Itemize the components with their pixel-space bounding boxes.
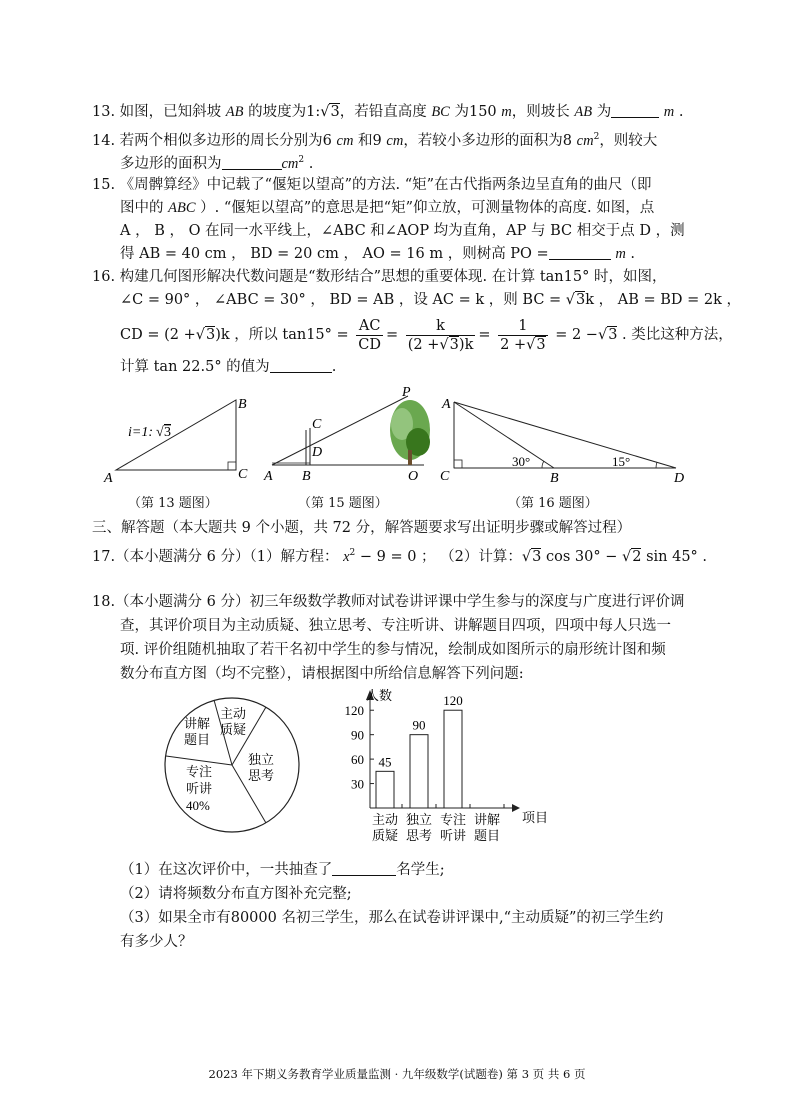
label-p: P [402, 385, 411, 400]
bar-value-label: 120 [443, 693, 463, 709]
angle-30-label: 30° [512, 454, 531, 469]
bar [376, 771, 394, 808]
x-tick-label: 题目 [473, 828, 501, 843]
fraction-one: $\frac{1}{2 +√3}$ [500, 317, 546, 353]
q18-sub2: （2）请将频数分布直方图补充完整; [120, 886, 352, 902]
label-a: A [104, 471, 113, 486]
tree-trunk [408, 450, 412, 465]
q15-line3: A ， B ， O 在同一水平线上，∠ABC 和∠AOP 均为直角，AP 与 BC 相交于点 D ，测 [120, 223, 685, 239]
pie-label-duli-2: 思考 [248, 768, 275, 783]
q16-line2: ∠C = 90° ， ∠ABC = 30° ， BD = AB ，设 AC = k ，则 BC = √3k ， AB = BD = 2k ， [120, 292, 742, 308]
figure-13 [100, 390, 270, 490]
x-tick-label: 讲解 [473, 812, 501, 827]
label-c: C [440, 469, 450, 484]
angle-arc-15 [656, 462, 657, 468]
bar-chart [330, 686, 550, 850]
q15-line4: 得 AB = 40 cm ， BD = 20 cm ， AO = 16 m ，则树高 PO = m . [120, 246, 636, 262]
answer-blank[interactable] [222, 155, 282, 170]
y-tick-label: 60 [351, 752, 364, 768]
x-tick-label: 独立 [405, 812, 433, 827]
q18-sub1: （1）在这次评价中，一共抽查了 名学生; [120, 862, 445, 878]
caption-15: （第 15 题图） [298, 496, 388, 511]
q18-sub3-line2: 有多少人？ [120, 934, 193, 950]
label-a: A [442, 397, 451, 412]
figure-15 [262, 384, 442, 486]
q14-line1: 14. 若两个相似多边形的周长分别为6 cm 和9 cm，若较小多边形的面积为8 $cm^2$，则较大 [92, 132, 658, 149]
label-c: C [312, 417, 322, 432]
pie-label-zhuanzhu: 专注 [186, 764, 213, 779]
caption-13: （第 13 题图） [128, 496, 218, 511]
x-tick-label: 思考 [405, 828, 433, 843]
x-tick-label: 主动 [371, 812, 399, 827]
label-d: D [674, 471, 685, 486]
q18-line4: 数分布直方图（均不完整），请根据图中所给信息解答下列问题: [120, 666, 524, 682]
bar-layer [345, 693, 505, 843]
side-ab [454, 402, 554, 468]
pie-label-zhudong-2: 质疑 [220, 722, 247, 737]
pie-label-jiangjie-2: 题目 [184, 732, 211, 747]
right-angle-mark [454, 460, 462, 468]
q16-line4: 计算 tan 22.5° 的值为 . [120, 359, 337, 375]
side-ad [454, 402, 676, 468]
q18-line3: 项. 评价组随机抽取了若干名初中学生的参与情况，绘制成如图所示的扇形统计图和频 [120, 642, 666, 658]
pie-label-duli: 独立 [248, 752, 275, 767]
y-tick-label: 90 [351, 727, 364, 743]
q15-line1: 15. 《周髀算经》中记载了“偃矩以望高”的方法. “矩”在古代指两条边呈直角的曲尺（即 [92, 177, 652, 193]
q18-line2: 查，其评价项目为主动质疑、独立思考、专注听讲、讲解题目四项，四项中每人只选一 [120, 618, 671, 634]
angle-15-label: 15° [612, 454, 631, 469]
answer-blank[interactable] [611, 103, 659, 118]
slope-root: 3 [164, 425, 171, 440]
q13: 13. 如图，已知斜坡 AB 的坡度为1:√3，若铅直高度 BC 为150 m，则坡长 AB 为 m . [92, 104, 684, 120]
q18-sub3-line1: （3）如果全市有80000 名初三学生，那么在试卷讲评课中,“主动质疑”的初三学生约 [120, 910, 664, 926]
pie-label-zhuanzhu-2: 听讲 [186, 781, 213, 796]
page-footer: 2023 年下期义务教育学业质量监测 · 九年级数学(试题卷) 第 3 页 共 6 页 [208, 1067, 586, 1081]
x-axis-arrow [512, 804, 520, 812]
q18-line1: 18.（本小题满分 6 分）初三年级数学教师对试卷讲评课中学生参与的深度与广度进行评价调 [92, 594, 685, 610]
x-axis-label: 项目 [522, 810, 549, 825]
fraction-k: $\frac{k}{(2 +√3)k}$ [407, 317, 474, 353]
label-o: O [408, 469, 419, 484]
sight-line-ap [272, 396, 408, 465]
label-c: C [238, 467, 248, 482]
pie-label-jiangjie: 讲解 [184, 716, 211, 731]
label-b: B [238, 397, 247, 412]
y-tick-label: 120 [344, 703, 364, 719]
bar-value-label: 45 [378, 754, 392, 770]
bar [410, 735, 428, 808]
pie-chart [160, 692, 310, 842]
bar-value-label: 90 [412, 717, 426, 733]
figure-16 [436, 388, 698, 488]
angle-arc-30 [542, 461, 544, 468]
y-axis-label: 人数 [366, 688, 393, 703]
caption-16: （第 16 题图） [508, 496, 598, 511]
right-angle-mark [228, 462, 236, 470]
fraction-ac-cd: $\frac{AC}{CD}$ [358, 317, 381, 353]
q17: 17.（本小题满分 6 分）（1）解方程： $x^2 - 9 = 0$ ； （2）计算：√3 cos 30° − √2 sin 45° . [92, 548, 708, 565]
y-tick-label: 30 [351, 776, 364, 792]
q15-line2: 图中的 ABC ）. “偃矩以望高”的意思是把“矩”仰立放，可测量物体的高度. 如图，点 [120, 200, 655, 216]
answer-blank[interactable] [549, 245, 611, 260]
x-tick-label: 质疑 [371, 828, 399, 843]
pie-label-zhudong: 主动 [220, 706, 247, 721]
label-b: B [302, 469, 311, 484]
label-a: A [264, 469, 273, 484]
answer-blank[interactable] [332, 861, 396, 876]
q16-line1: 16. 构建几何图形解决代数问题是“数形结合”思想的重要体现. 在计算 tan15° 时，如图， [92, 269, 667, 285]
q14-line2: 多边形的面积为 $cm^2$ . [120, 155, 314, 172]
answer-blank[interactable] [270, 358, 332, 373]
bar [444, 710, 462, 808]
label-d: D [312, 445, 323, 460]
section-3-heading: 三、解答题（本大题共 9 个小题，共 72 分，解答题要求写出证明步骤或解答过程） [92, 520, 632, 536]
x-tick-label: 专注 [439, 812, 467, 827]
pie-label-percent: 40% [186, 798, 210, 813]
label-b: B [550, 471, 559, 486]
q16-line3: CD = (2 +√3)k ，所以 tan15° = $\frac{AC}{CD}$ = $\frac{k}{(2 +√3)k}$ = $\frac{1}{2 +√3}$ = 2 −√3 . 类比这种方法， [120, 317, 733, 353]
x-tick-label: 听讲 [439, 828, 467, 843]
root-sign: √ [156, 425, 164, 440]
slope-label: i=1: [128, 425, 153, 440]
